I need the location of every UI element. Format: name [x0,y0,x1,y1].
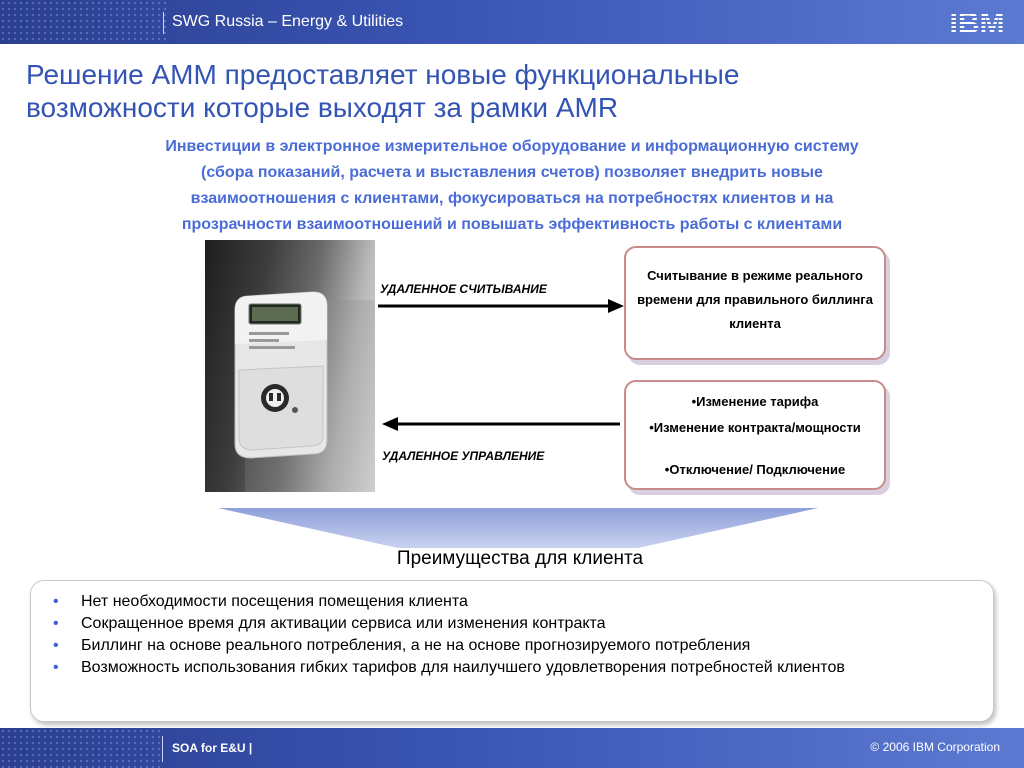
benefit-text: Сокращенное время для активации сервиса или изменения контракта [81,615,606,632]
list-item [51,613,971,635]
header-pattern [0,0,170,44]
footer-pattern [0,728,160,768]
meter-drawing [205,240,375,492]
remote-control-arrow [382,416,620,432]
copyright-text: © 2006 IBM Corporation [870,740,1000,754]
bullet-icon: • [53,637,59,654]
remote-control-box [624,380,886,490]
remote-reading-arrow [378,298,624,314]
header-separator [163,12,164,34]
subtitle-line-2: (сбора показаний, расчета и выставления счетов) позволяет внедрить новые [201,164,823,181]
ibm-logo [940,6,1014,38]
benefits-list [51,591,971,679]
bullet-icon: • [53,615,59,632]
benefit-text: Нет необходимости посещения помещения клиента [81,593,468,610]
footer-left-label: SOA for E&U [172,741,246,755]
list-item [51,635,971,657]
slide-title-line-2: возможности которые выходят за рамки AMR [26,92,619,123]
realtime-reading-text: Считывание в режиме реального времени для правильного биллинга клиента [637,268,873,331]
benefit-text: Возможность использования гибких тарифов для наилучшего удовлетворения потребностей клиентов [81,659,845,676]
benefits-title: Преимущества для клиента [396,548,644,569]
header-bar [0,0,1024,44]
list-item [51,591,971,613]
slide-subtitle [30,134,994,238]
control-item: •Изменение контракта/мощности [649,420,861,435]
footer-left-text: SOA for E&U | [172,741,253,755]
electric-meter-image [205,240,375,492]
bullet-icon: • [53,593,59,610]
benefits-funnel [218,508,818,552]
remote-reading-label: УДАЛЕННОЕ СЧИТЫВАНИЕ [380,282,547,296]
realtime-reading-box [624,246,886,360]
subtitle-line-3: взаимоотношения с клиентами, фокусироваться на потребностях клиентов и на [190,190,834,207]
subtitle-line-4: прозрачности взаимоотношений и повышать эффективность работы с клиентами [181,216,843,233]
benefit-text: Биллинг на основе реального потребления, а не на основе прогнозируемого потребления [81,637,751,654]
footer-bar [0,728,1024,768]
bullet-icon: • [53,659,59,676]
control-item: •Изменение тарифа [691,394,819,409]
subtitle-line-1: Инвестиции в электронное измерительное оборудование и информационную систему [165,138,859,155]
slide-title-line-1: Решение AMM предоставляет новые функциональные [26,59,740,90]
list-item [51,657,971,679]
header-title: SWG Russia – Energy & Utilities [172,13,404,30]
footer-separator [162,736,163,762]
remote-control-label: УДАЛЕННОЕ УПРАВЛЕНИЕ [382,449,545,463]
ibm-logo-text: IBM [949,7,1005,38]
benefits-box [30,580,994,722]
control-item: •Отключение/ Подключение [664,462,846,477]
slide-title [26,58,966,124]
